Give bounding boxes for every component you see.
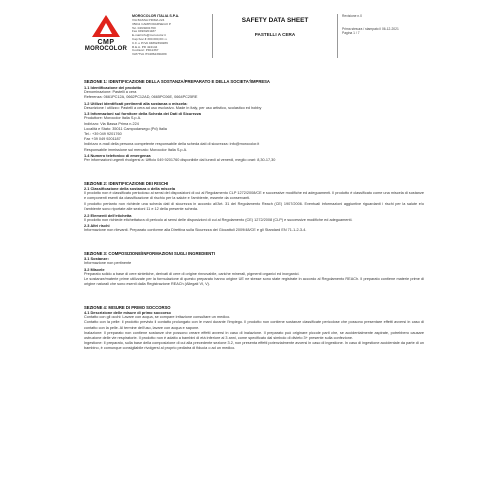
section-paragraph: Il prodotto non richiede etichettatura di pericolo ai sensi delle disposizioni di cui al Regolamento (CE) 1272/2008 (CLP) e successive modifiche ed adeguamenti.: [84, 217, 353, 222]
subsection-title: 1.2 Utilizzi identificati pertinenti alla sostanza o miscela:: [84, 100, 188, 106]
section-paragraph: Responsabile immissione sul mercato: Morocolor Italia S.p.A.: [84, 147, 188, 152]
section-paragraph: Inalazione: Il preparato non contiene sostanze che possono creare effetti avversi in caso di inalazione. Il preparato può originare piccole parti che, se accidentalmente aspirate, potrebbero causare ostruzione delle vie respiratorie. Il prodotto non è adatto a bambini di età inferiore ai 3 anni, come specificato dal simbolo di divieto 3+ presente sulla confezione.: [84, 330, 424, 341]
subsection-title: 2.2 Elementi dell'etichetta: [84, 212, 132, 218]
subsection-title: 3.2 Miscele: [84, 267, 105, 272]
section-paragraph: Per informazioni urgenti rivolgersi a: Ufficio 049 9201760 disponibile dal lunedi al venerdi, meglio orari: 8,30-17,30: [84, 158, 276, 163]
section-paragraph: Il prodotto non è classificato pericoloso ai sensi del disposizioni di cui al Regolamento CLP 1272/2008/CE e successive modifiche ed adeguamenti. Il prodotto è classificato come una miscela di sostanze e componenti esenti da classificazione di rischio per la salute e l'ambiente, essente da conservanti.: [84, 191, 424, 201]
company-name: MOROCOLOR ITALIA S.P.A.: [132, 14, 180, 18]
company-address-line: Cod.Eori: PD11367: [132, 48, 159, 53]
subsection-title: 4.1 Descrizione delle misure di primo soccorso: [84, 310, 171, 316]
section-paragraph: Contatto con gli occhi: Lavare con acqua, se compare irritazione consultare un medico.: [84, 315, 231, 320]
section-paragraph: Località e Stato: 35011 Campodarsego (Pd) Italia: [84, 126, 167, 131]
section-paragraph: Fax +39 049 9201187: [84, 137, 121, 142]
subsection-title: 1.3 Informazioni sul fornitore della Scheda dei Dati di Sicurezza: [84, 111, 201, 117]
section-paragraph: Indirizzo: Via Bassa Prima n.224: [84, 121, 139, 126]
section-title: SEZIONE 3: COMPOSIZIONE/INFORMAZIONI SUGLI INGREDIENTI: [84, 250, 215, 256]
section-title: SEZIONE 4: MISURE DI PRIMO SOCCORSO: [84, 304, 171, 310]
section-paragraph: Informazione non rilevanti. Preparato conforme alla Direttiva sulla Sicurezza dei Giocattoli 2009/48/CE e gli Standard EN 71-1-2-3-4.: [84, 228, 307, 233]
subsection-title: 3.1 Sostanze:: [84, 256, 109, 262]
section-paragraph: Denominazione: Pastelli a cera: [84, 89, 137, 94]
subsection-title: 1.4 Numero telefonico di emergenza: [84, 153, 151, 159]
company-info: [132, 14, 206, 57]
company-address-block: [132, 19, 206, 57]
company-address-line: 35011 CAMPODARSEGO P: [132, 21, 171, 26]
section-paragraph: Referenza: 0661PC12A, 0662PC12AD, 0665PC06E, 0664PC25RE: [84, 94, 198, 99]
section-paragraph: Indirizzo e-mail della persona competente responsabile della scheda dati di sicurezza: info@morocolor.it: [84, 142, 260, 147]
logo-brand-text: MOROCOLOR: [84, 46, 128, 52]
section-paragraph: Contatto con la pelle: il prodotto previsto il contatto prolungato con le mani durante l'impiego. Il prodotto non contiene sostanze classificate pericolose che possono presentare effetti avversi in caso di contatto con la pelle. Al termine dell'uso, lavare con acqua e sapone.: [84, 320, 424, 330]
section-paragraph: Informazione non pertinente: [84, 261, 132, 266]
company-address-line: Fax 049/9201187: [132, 29, 156, 34]
section-paragraph: Le sostanze/materie prime utilizzate per la formulazione di questo preparato hanno origine UE ne stesse sono state registrate in accordo al Regolamento REACh. Il preparato contiene materie prime di origine naturali che sono esenti dalla Registrazione REACh (Allegati VI, V).: [84, 277, 424, 287]
logo-cmp-text: CMP: [97, 39, 115, 46]
revision-box: [342, 14, 424, 35]
revision-date: Prima stesura / stampato il 06-12-2021: [342, 27, 399, 31]
subsection-title: 2.3 Altri rischi: [84, 223, 110, 229]
subsection-title: 2.1 Classificazione della sostanza o della miscela: [84, 186, 176, 192]
section-paragraph: Produttore: Morocolor Italia S.p.A.: [84, 116, 142, 121]
company-address-line: Cap.Soc.€ 300.000,00 i.v.: [132, 36, 168, 41]
cmp-logo-icon: [91, 14, 121, 38]
subsection-title: 1.1 Identificazione del prodotto: [84, 84, 142, 90]
revision-number: Revisione n.0: [342, 14, 362, 18]
sds-title-box: [212, 14, 338, 58]
section-paragraph: Preparato solido a base di cere sintetiche, derivati di cere di origine rinnovabile, cariche minerali, pigmenti organici ed inorganici.: [84, 272, 300, 276]
sds-title: SAFETY DATA SHEET: [241, 17, 309, 24]
document-header: [84, 12, 424, 72]
product-name: PASTELLI A CERA: [254, 32, 296, 37]
section-paragraph: Descrizione / utilizzo: Pastelli a cera ad uso esclusivo. Made in Italy, per uso artistico, scolastico ed hobby: [84, 105, 262, 110]
section-title: SEZIONE 2: IDENTIFICAZIONE DEI RISCHI: [84, 180, 169, 186]
section-title: SEZIONE 1: IDENTIFICAZIONE DELLA SOSTANZA/PREPARATO E DELLA SOCIETA'/IMPRESA: [84, 79, 270, 84]
document-body: [84, 74, 424, 352]
section-paragraph: Ingestione: Il preparato, sulla base della composizione di cui alla precedente sezione 3.2, non presenta effetti potenzialmente avversi in caso di ingestione. In caso di ingestione accidentale da parte di un bambino, è comunque consigliabile rivolgersi al proprio pediatra di fiducia o ad un medico.: [84, 341, 424, 351]
page-number: Pagina 1 / 7: [342, 31, 360, 35]
section-paragraph: Tel.: +39 049 9201760: [84, 132, 122, 136]
sds-page: [84, 12, 424, 351]
company-logo: [84, 14, 128, 52]
company-address-line: R.E.A. PD 424144: [132, 44, 158, 49]
company-address-line: C.F. e P.IVA 04862390289: [132, 40, 168, 45]
company-address-line: Tel. 049/9201760: [132, 25, 156, 30]
company-address-line: E-mail:info@morocolor.it: [132, 33, 166, 38]
company-address-line: VIA BASSA PRIMA 224: [132, 18, 165, 22]
company-address-line: VAT/TVA IT04862390289: [132, 52, 167, 57]
section-paragraph: Il prodotto pertanto non richiede una scheda dati di sicurezza in accordo all'Art. 31 del Regolamento Reach (CE) 1907/2006. Eventuali informazioni aggiuntive riguardanti i rischi per la salute e/o l'ambiente sono riportate alle sezioni 11 e 12 della presente scheda.: [84, 201, 424, 211]
